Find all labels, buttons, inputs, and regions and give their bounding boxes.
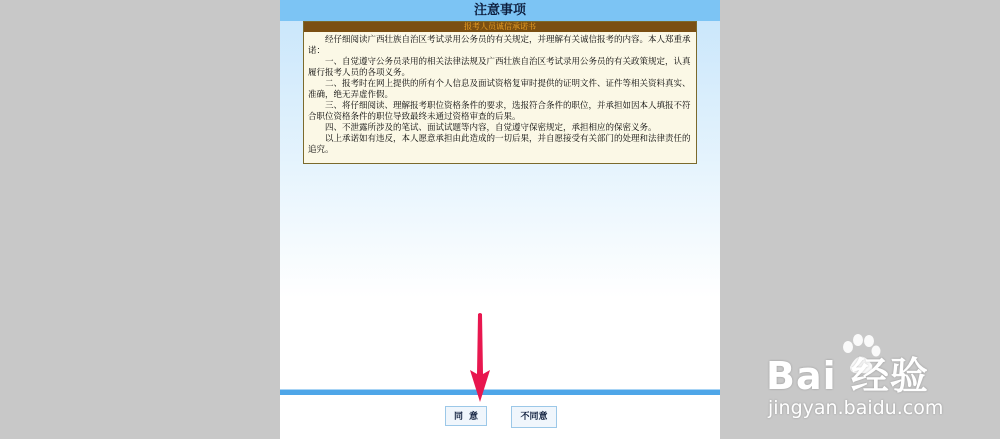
page-title: 注意事项 xyxy=(280,0,720,21)
watermark-url: jingyan.baidu.com xyxy=(768,397,944,419)
pledge-paragraph: 经仔细阅读广西壮族自治区考试录用公务员的有关规定，并理解有关诚信报考的内容。本人郑重承诺： xyxy=(308,35,691,56)
pledge-paragraph: 四、不泄露所涉及的笔试、面试试题等内容，自觉遵守保密规定，承担相应的保密义务。 xyxy=(325,123,657,133)
pledge-text xyxy=(304,32,696,156)
pledge-paragraph: 二、报考时在网上提供的所有个人信息及面试资格复审时提供的证明文件、证件等相关资料真实、准确，绝无弄虚作假。 xyxy=(308,79,691,100)
agree-button[interactable]: 同意 xyxy=(445,406,487,426)
pledge-title: 报考人员诚信承诺书 xyxy=(304,22,696,32)
pledge-paragraph: 以上承诺如有违反，本人愿意承担由此造成的一切后果，并自愿接受有关部门的处理和法律责任的追究。 xyxy=(308,134,691,155)
watermark-logo: Bai 经验 xyxy=(766,354,929,398)
pointer-arrow-icon xyxy=(468,312,492,404)
disagree-button[interactable]: 不同意 xyxy=(511,406,557,428)
pledge-box[interactable] xyxy=(303,21,697,164)
pledge-paragraph: 三、将仔细阅读、理解报考职位资格条件的要求，选报符合条件的职位，并承担如因本人填报不符合职位资格条件的职位导致最终未通过资格审查的后果。 xyxy=(308,101,691,122)
baidu-jingyan-watermark xyxy=(766,327,996,437)
pledge-paragraph: 一、自觉遵守公务员录用的相关法律法规及广西壮族自治区考试录用公务员的有关政策规定，认真履行报考人员的各项义务。 xyxy=(308,57,691,78)
divider xyxy=(280,389,720,395)
notice-panel xyxy=(280,0,720,439)
